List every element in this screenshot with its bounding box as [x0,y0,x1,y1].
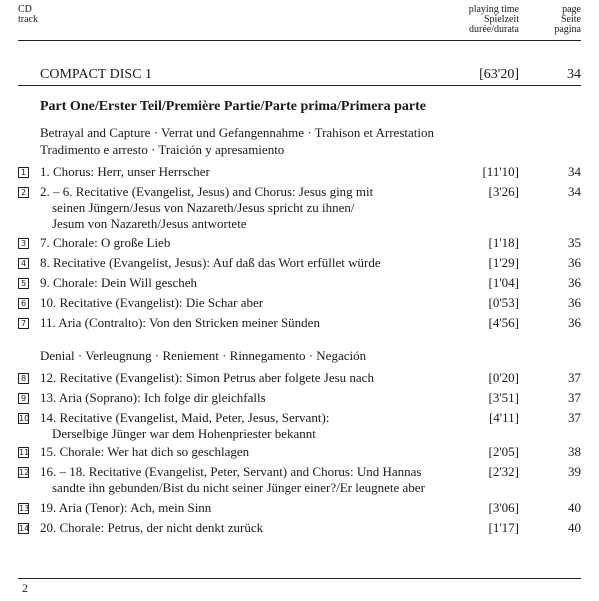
track-time: [1'04] [488,275,519,290]
track-title-line: 1. Chorus: Herr, unser Herrscher [40,164,210,179]
track-time: [0'20] [488,370,519,385]
track-time: [2'32] [488,464,519,479]
track-title-line: seinen Jüngern/Jesus von Nazareth/Jesus spricht zu ihnen/ [52,200,355,215]
track-time: [3'26] [488,184,519,199]
disc-page: 34 [567,67,581,82]
track-time: [4'11] [488,410,519,425]
track-title-line: 13. Aria (Soprano): Ich folge dir gleichfalls [40,390,266,405]
track-page: 37 [568,390,581,405]
track-number-box: 8 [18,373,29,384]
footer-rule [18,578,581,579]
track-page: 40 [568,520,581,535]
pagina-label: pagina [554,24,581,35]
page-label: page [562,4,581,15]
track-number-box: 4 [18,258,29,269]
section-heading-betrayal [40,124,434,158]
track-page: 36 [568,295,581,310]
track-page: 37 [568,370,581,385]
track-number-box: 12 [19,468,30,477]
track-page: 34 [568,184,581,199]
section-heading-line: Betrayal and Capture · Verrat und Gefangennahme · Trahison et Arrestation [40,125,434,140]
track-page: 34 [568,164,581,179]
track-number-box: 2 [18,187,29,198]
track-title-line: 11. Aria (Contralto): Von den Stricken meiner Sünden [40,315,320,330]
track-page: 36 [568,275,581,290]
seite-label: Seite [561,14,581,25]
playing-time-header [469,5,519,35]
track-time: [11'10] [482,164,519,179]
section-heading-denial [40,347,366,364]
track-page: 39 [568,464,581,479]
track-number-box: 9 [18,393,29,404]
track-number-box: 13 [19,504,30,513]
track-title-line: 16. – 18. Recitative (Evangelist, Peter, Servant) and Chorus: Und Hannas [40,464,422,479]
track-number-box: 14 [19,524,30,533]
header-rule [18,40,581,41]
disc-rule [18,85,581,86]
track-number-box: 6 [18,298,29,309]
track-number-box: 11 [19,448,30,457]
track-time: [3'51] [488,390,519,405]
section-heading-line: Tradimento e arresto · Traición y apresamiento [40,142,285,157]
track-page: 36 [568,315,581,330]
section-heading-line: Denial · Verleugnung · Reniement · Rinnegamento · Negación [40,348,367,363]
track-number-box: 5 [18,278,29,289]
track-title-line: 20. Chorale: Petrus, der nicht denkt zurück [40,520,264,535]
part-heading: Part One/Erster Teil/Première Partie/Parte prima/Primera parte [40,99,427,114]
track-number-box: 1 [18,167,29,178]
track-time: [3'06] [488,500,519,515]
cd-track-header [18,5,38,25]
duree-label: durée/durata [469,24,519,35]
track-page: 36 [568,255,581,270]
track-title-line: 19. Aria (Tenor): Ach, mein Sinn [40,500,212,515]
track-page: 35 [568,235,581,250]
disc-total-time: [63'20] [479,67,519,82]
track-time: [1'29] [488,255,519,270]
track-header-label: track [18,14,38,25]
track-title-line: Derselbige Jünger war dem Hohenpriester bekannt [52,426,316,441]
track-title-line: Jesum von Nazareth/Jesus antwortete [52,216,247,231]
page-number: 2 [22,581,28,595]
track-title-line: sandte ihn gebunden/Bist du nicht seiner Jünger einer?/Er leugnete aber [52,480,425,495]
track-title-line: 2. – 6. Recitative (Evangelist, Jesus) and Chorus: Jesus ging mit [40,184,374,199]
track-time: [4'56] [488,315,519,330]
playing-time-label: playing time [468,4,519,15]
track-page: 40 [568,500,581,515]
track-title-line: 8. Recitative (Evangelist, Jesus): Auf daß das Wort erfüllet würde [40,255,381,270]
track-number-box: 10 [19,414,30,423]
cd-header-label: CD [18,4,32,15]
track-title-line: 10. Recitative (Evangelist): Die Schar aber [40,295,264,310]
track-title-line: 9. Chorale: Dein Will gescheh [40,275,198,290]
track-time: [2'05] [488,444,519,459]
disc-title: COMPACT DISC 1 [40,67,153,82]
track-title-line: 12. Recitative (Evangelist): Simon Petrus aber folgete Jesu nach [40,370,374,385]
track-page: 37 [568,410,581,425]
track-time: [0'53] [488,295,519,310]
track-page: 38 [568,444,581,459]
track-number-box: 3 [18,238,29,249]
track-title-line: 15. Chorale: Wer hat dich so geschlagen [40,444,250,459]
page-header [554,5,581,35]
track-title-line: 7. Chorale: O große Lieb [40,235,171,250]
track-time: [1'18] [488,235,519,250]
track-number-box: 7 [18,318,29,329]
track-time: [1'17] [488,520,519,535]
spielzeit-label: Spielzeit [484,14,519,25]
track-title-line: 14. Recitative (Evangelist, Maid, Peter, Jesus, Servant): [40,410,330,425]
